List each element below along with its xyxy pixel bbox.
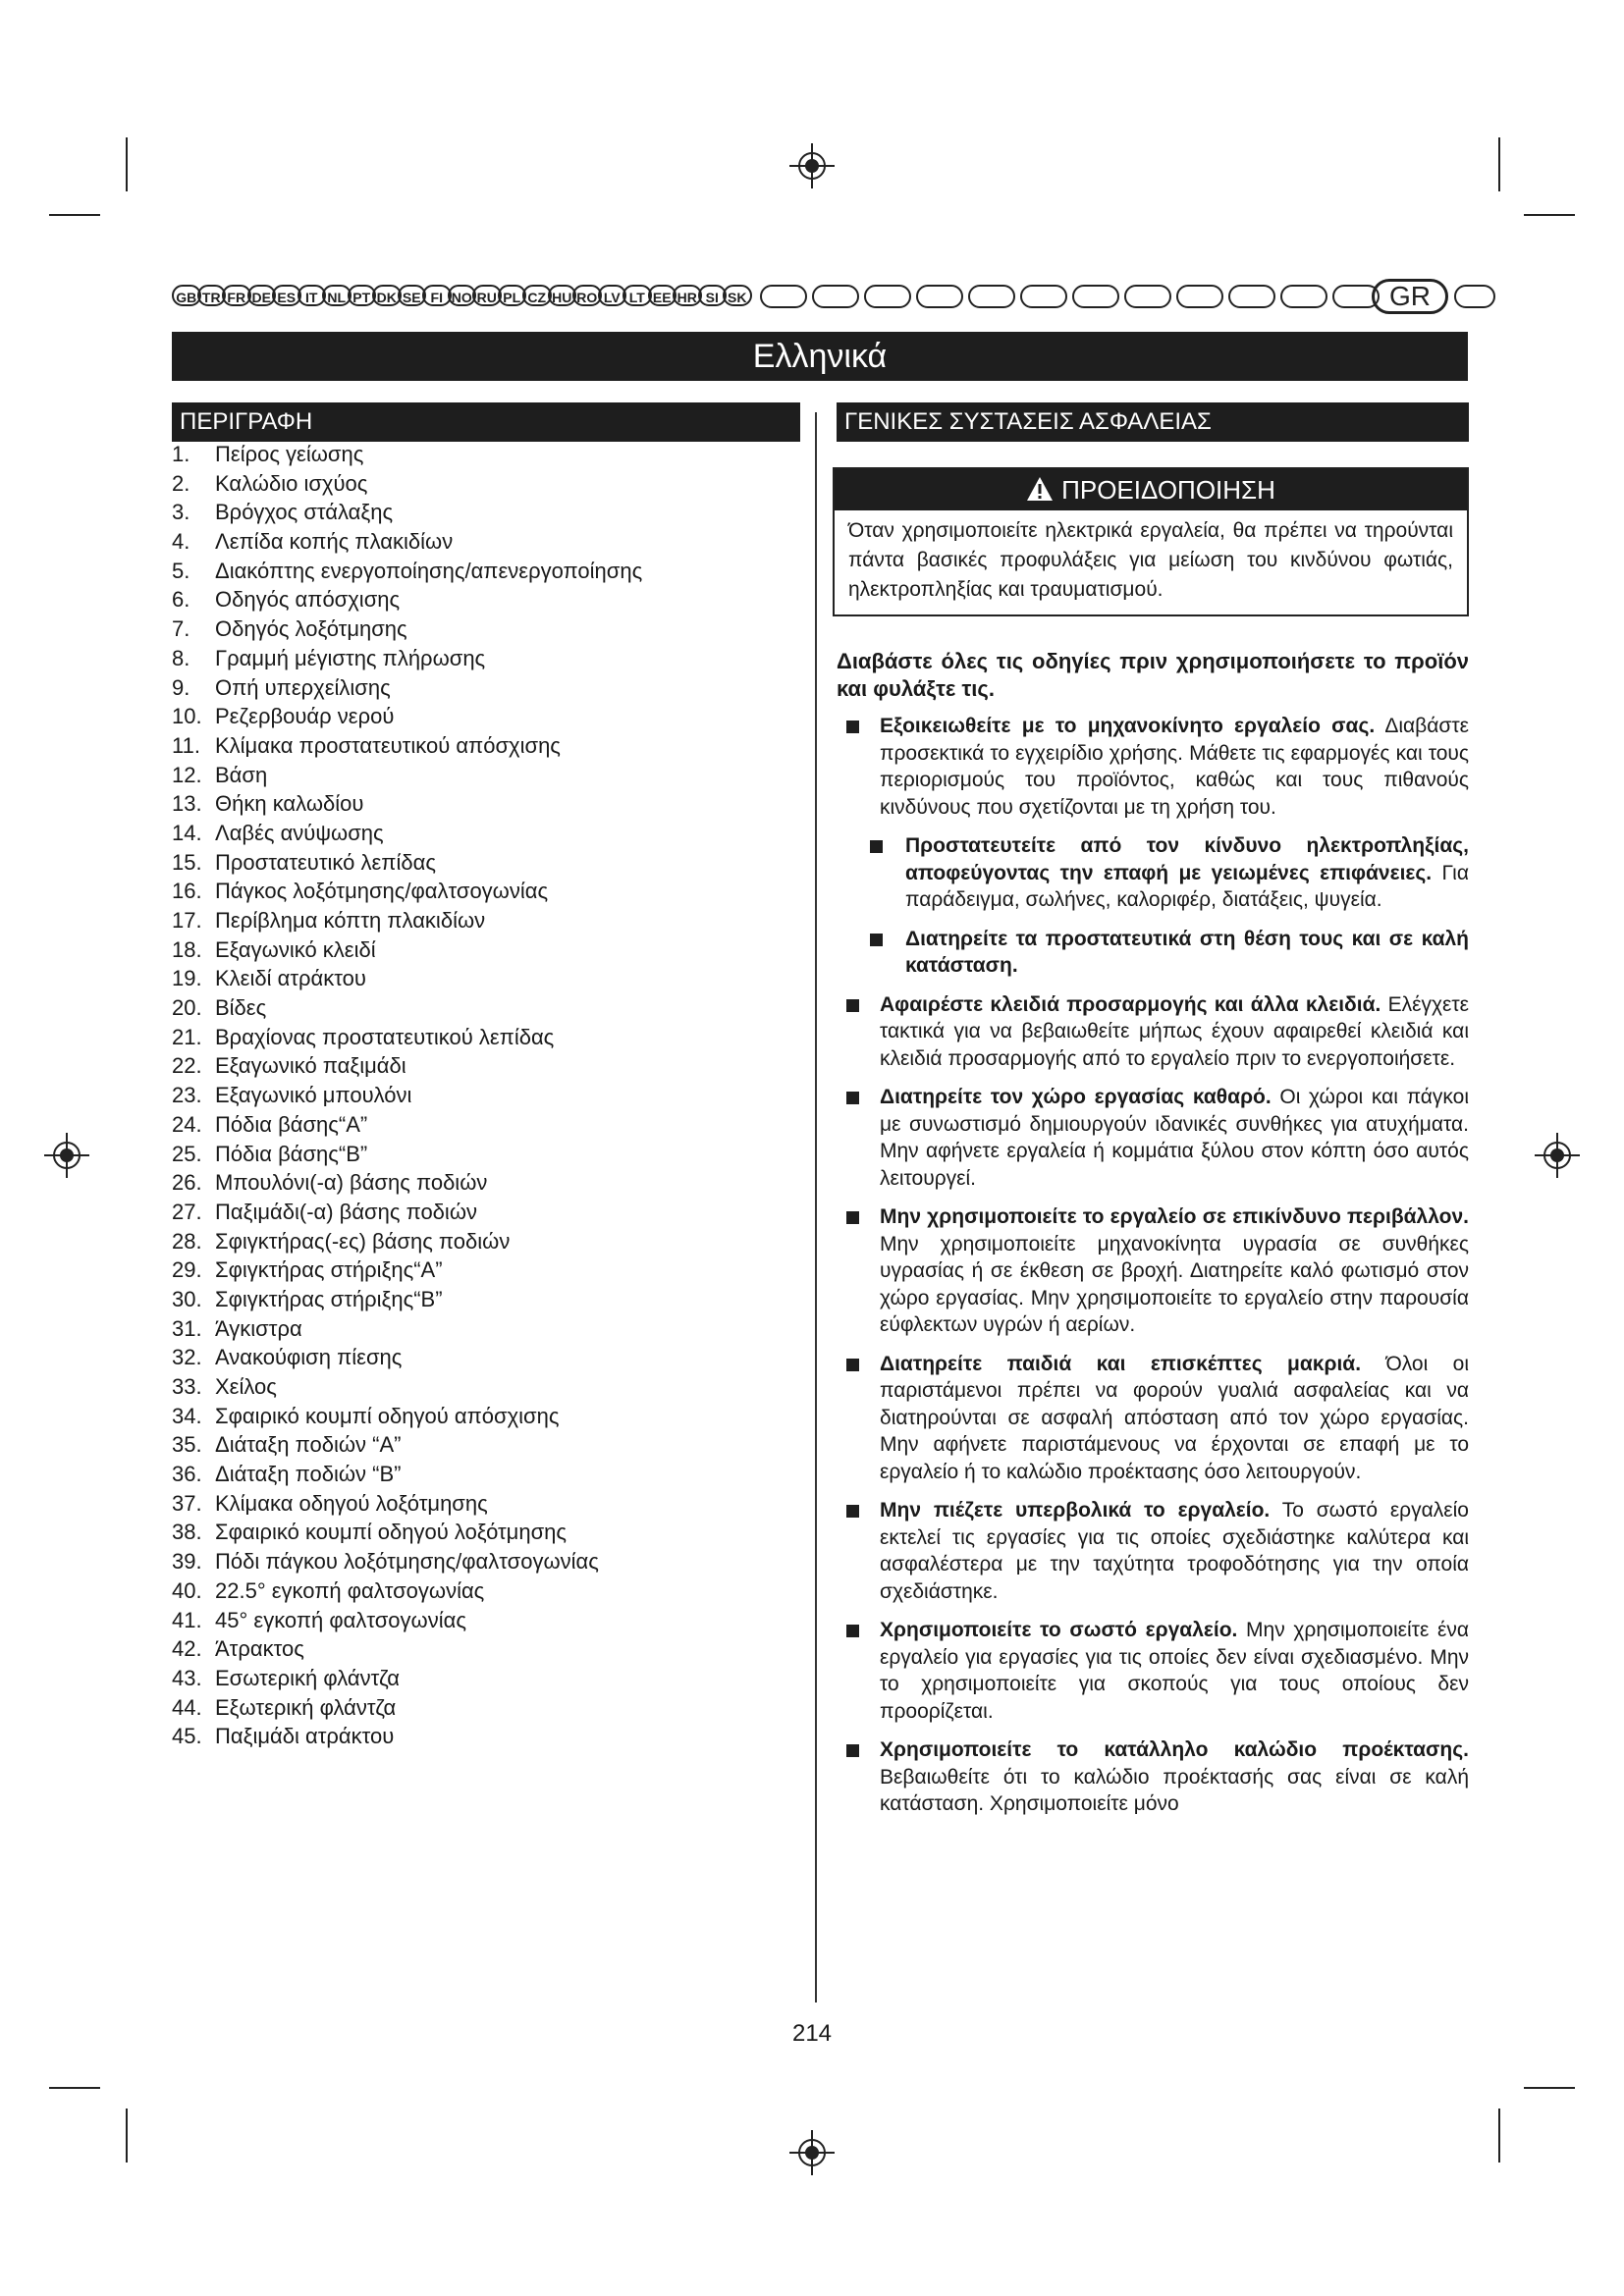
square-bullet-icon: [846, 1359, 859, 1371]
part-number: 40.: [172, 1577, 202, 1603]
part-item: [172, 1693, 800, 1723]
part-number: 44.: [172, 1694, 202, 1720]
part-item: [172, 1460, 800, 1489]
rule-title: Αφαιρέστε κλειδιά προσαρμογής και άλλα κλειδιά.: [880, 992, 1381, 1016]
language-code-fr: FR: [222, 285, 251, 306]
part-number: 4.: [172, 529, 190, 555]
language-code-lv: LV: [598, 285, 627, 306]
part-item: [172, 1547, 800, 1576]
part-item: [172, 1168, 800, 1198]
warning-box: [833, 467, 1469, 616]
part-number: 31.: [172, 1315, 202, 1341]
part-item: [172, 1518, 800, 1547]
part-label: Σφιγκτήρας(-ες) βάσης ποδιών: [215, 1228, 511, 1254]
part-item: [172, 557, 800, 586]
part-label: Διάταξη ποδιών “B”: [215, 1462, 402, 1487]
part-number: 16.: [172, 879, 202, 904]
safety-rule: [837, 1736, 1469, 1818]
part-label: Βάση: [215, 762, 268, 787]
part-label: Προστατευτικό λεπίδας: [215, 849, 436, 875]
language-code-dk: DK: [372, 285, 402, 306]
part-number: 1.: [172, 442, 190, 466]
square-bullet-icon: [870, 840, 883, 853]
part-number: 26.: [172, 1170, 202, 1196]
part-label: Κλίμακα οδηγού λοξότμησης: [215, 1490, 488, 1516]
part-item: [172, 993, 800, 1023]
language-code-ru: RU: [472, 285, 502, 306]
part-item: [172, 644, 800, 673]
parts-list: [172, 440, 800, 1751]
part-number: 2.: [172, 470, 190, 496]
square-bullet-icon: [846, 1092, 859, 1104]
language-code-se: SE: [398, 285, 427, 306]
part-label: Λαβές ανύψωσης: [215, 820, 384, 845]
part-label: Χείλος: [215, 1374, 277, 1399]
part-item: [172, 848, 800, 878]
part-number: 28.: [172, 1228, 202, 1254]
part-label: Θήκη καλωδίου: [215, 791, 364, 817]
crop-mark-top-right-h: [1524, 214, 1575, 216]
part-label: Σφιγκτήρας στήριξης“A”: [215, 1257, 443, 1283]
rule-text: Το σωστό εργαλείο εκτελεί τις εργασίες για τις οποίες σχεδιάστηκε καλύτερα και ασφαλέστερα με την ταχύτητα τροφοδότησης για την οποία σχεδιάστηκε.: [880, 1499, 1469, 1603]
part-number: 34.: [172, 1403, 202, 1428]
square-bullet-icon: [846, 1505, 859, 1518]
part-label: Πάγκος λοξότμησης/φαλτσογωνίας: [215, 879, 549, 904]
part-number: 14.: [172, 820, 202, 845]
language-code-ro: RO: [572, 285, 602, 306]
part-label: Βίδες: [215, 995, 267, 1021]
language-code-es: ES: [272, 285, 301, 306]
part-number: 9.: [172, 674, 190, 700]
safety-rule: [837, 1351, 1469, 1486]
part-number: 32.: [172, 1345, 202, 1370]
rule-text: Για παράδειγμα, σωλήνες, καλοριφέρ, διατάξεις, ψυγεία.: [905, 861, 1469, 911]
part-item: [172, 1198, 800, 1227]
part-item: [172, 789, 800, 819]
crop-mark-bottom-right: [1498, 2109, 1500, 2163]
part-item: [172, 527, 800, 557]
safety-rule: [837, 832, 1469, 914]
rule-text: Βεβαιωθείτε ότι το καλώδιο προέκτασής σας είναι σε καλή κατάσταση. Χρησιμοποιείτε μόνο: [880, 1765, 1469, 1815]
part-item: [172, 761, 800, 790]
part-number: 42.: [172, 1636, 202, 1662]
part-item: [172, 1255, 800, 1285]
language-code-sk: SK: [723, 285, 752, 306]
part-label: Σφιγκτήρας στήριξης“B”: [215, 1286, 443, 1311]
part-item: [172, 1664, 800, 1693]
part-label: Εξαγωνικό μπουλόνι: [215, 1083, 412, 1108]
rule-title: Προστατευτείτε από τον κίνδυνο ηλεκτροπληξίας, αποφεύγοντας την επαφή με γειωμένες επιφάνειες.: [905, 834, 1469, 884]
part-number: 8.: [172, 645, 190, 670]
part-item: [172, 1081, 800, 1110]
language-placeholder-oval: [916, 285, 963, 308]
part-label: Παξιμάδι(-α) βάσης ποδιών: [215, 1199, 477, 1224]
part-number: 41.: [172, 1607, 202, 1632]
description-heading: ΠΕΡΙΓΡΑΦΗ: [172, 402, 800, 442]
language-code-gb: GB: [172, 285, 201, 306]
part-number: 30.: [172, 1286, 202, 1311]
part-number: 38.: [172, 1520, 202, 1545]
rule-title: Μην πιέζετε υπερβολικά το εργαλείο.: [880, 1499, 1271, 1522]
language-bar: [172, 279, 1468, 312]
rule-title: Διατηρείτε παιδιά και επισκέπτες μακριά.: [880, 1352, 1362, 1375]
part-item: [172, 1110, 800, 1140]
language-code-it: IT: [298, 285, 327, 306]
language-placeholder-oval: [1072, 285, 1119, 308]
part-label: Πείρος γείωσης: [215, 442, 364, 466]
crop-mark-top-left: [126, 137, 128, 191]
safety-heading: ΓΕΝΙΚΕΣ ΣΥΣΤΑΣΕΙΣ ΑΣΦΑΛΕΙΑΣ: [837, 402, 1469, 442]
part-number: 33.: [172, 1374, 202, 1399]
square-bullet-icon: [846, 1625, 859, 1637]
part-item: [172, 935, 800, 965]
part-number: 29.: [172, 1257, 202, 1283]
safety-rule: [837, 1084, 1469, 1192]
part-item: [172, 673, 800, 703]
language-placeholder-oval: [1176, 285, 1223, 308]
language-placeholder-oval: [1124, 285, 1171, 308]
rule-title: Χρησιμοποιείτε το σωστό εργαλείο.: [880, 1619, 1238, 1641]
part-number: 25.: [172, 1141, 202, 1166]
part-number: 23.: [172, 1083, 202, 1108]
crop-mark-bottom-left: [126, 2109, 128, 2163]
language-placeholder-oval: [1280, 285, 1327, 308]
part-item: [172, 1051, 800, 1081]
part-label: Διάταξη ποδιών “A”: [215, 1432, 402, 1458]
safety-rule: [837, 1617, 1469, 1725]
language-code-de: DE: [247, 285, 277, 306]
part-item: [172, 1285, 800, 1314]
language-code-hr: HR: [673, 285, 702, 306]
part-number: 15.: [172, 849, 202, 875]
part-number: 39.: [172, 1549, 202, 1575]
rule-text: Μην χρησιμοποιείτε ένα εργαλείο για εργασίες για τις οποίες δεν είναι σχεδιασμένο. Μην το χρησιμοποιείτε για σκοπούς για τους οποίους δεν προορίζεται.: [880, 1619, 1469, 1723]
part-label: Εξωτερική φλάντζα: [215, 1694, 397, 1720]
crop-mark-top-right: [1498, 137, 1500, 191]
part-item: [172, 614, 800, 644]
part-label: Οπή υπερχείλισης: [215, 674, 391, 700]
rule-title: Μην χρησιμοποιείτε το εργαλείο σε επικίνδυνο περιβάλλον.: [880, 1205, 1469, 1228]
warning-text: Όταν χρησιμοποιείτε ηλεκτρικά εργαλεία, θα πρέπει να τηρούνται πάντα βασικές προφυλάξεις για μείωση του κινδύνου φωτιάς, ηλεκτροπληξίας και τραυματισμού.: [848, 519, 1453, 601]
part-label: Σφαιρικό κουμπί οδηγού απόσχισης: [215, 1403, 560, 1428]
part-number: 17.: [172, 908, 202, 933]
part-item: [172, 1140, 800, 1169]
safety-rule: [837, 1203, 1469, 1339]
rule-title: Διατηρείτε τον χώρο εργασίας καθαρό.: [880, 1086, 1272, 1108]
part-label: Πόδι πάγκου λοξότμησης/φαλτσογωνίας: [215, 1549, 599, 1575]
part-item: [172, 731, 800, 761]
language-code-pt: PT: [348, 285, 377, 306]
active-language-badge: GR: [1372, 279, 1448, 314]
part-label: Πόδια βάσης“B”: [215, 1141, 368, 1166]
part-label: Πόδια βάσης“A”: [215, 1111, 368, 1137]
part-label: Ρεζερβουάρ νερού: [215, 704, 395, 729]
part-number: 22.: [172, 1053, 202, 1079]
language-code-tr: TR: [197, 285, 227, 306]
part-label: Καλώδιο ισχύος: [215, 470, 368, 496]
rule-text: Οι χώροι και πάγκοι με συνωστισμό δημιουργούν ιδανικές συνθήκες για ατυχήματα. Μην αφήνετε εργαλεία ή κομμάτια ξύλου στον κόπτη όσο αυτός λειτουργεί.: [880, 1086, 1469, 1190]
square-bullet-icon: [846, 1211, 859, 1224]
part-number: 5.: [172, 558, 190, 583]
part-label: Εξαγωνικό παξιμάδι: [215, 1053, 406, 1079]
part-label: Άτρακτος: [215, 1636, 304, 1662]
part-item: [172, 1634, 800, 1664]
page-number: 214: [791, 2020, 833, 2047]
part-number: 12.: [172, 762, 202, 787]
part-number: 6.: [172, 587, 190, 613]
language-placeholder-oval: [968, 285, 1015, 308]
safety-rules: [837, 713, 1469, 1830]
square-bullet-icon: [846, 1744, 859, 1757]
part-number: 43.: [172, 1665, 202, 1690]
language-code-ee: EE: [648, 285, 677, 306]
part-label: Περίβλημα κόπτη πλακιδίων: [215, 908, 486, 933]
part-item: [172, 877, 800, 906]
part-item: [172, 1372, 800, 1402]
part-label: Βρόγχος στάλαξης: [215, 500, 394, 525]
rule-title: Διατηρείτε τα προστατευτικά στη θέση τους και σε καλή κατάσταση.: [905, 927, 1469, 977]
square-bullet-icon: [846, 999, 859, 1012]
part-item: [172, 1402, 800, 1431]
rule-text: Διαβάστε προσεκτικά το εγχειρίδιο χρήσης. Μάθετε τις εφαρμογές και τους περιορισμούς του προϊόντος, καθώς και τους πιθανούς κινδύνους που σχετίζονται με τη χρήση του.: [880, 715, 1469, 819]
rule-text: Μην χρησιμοποιείτε μηχανοκίνητα υγρασία σε συνθήκες υγρασίας ή σε έκθεση σε βροχή. Διατηρείτε καλό φωτισμό στον χώρο εργασίας. Μην χρησιμοποιείτε το εργαλείο στην παρουσία εύφλεκτων υγρών ή αερίων.: [880, 1232, 1469, 1336]
part-item: [172, 1430, 800, 1460]
part-item: [172, 1314, 800, 1344]
part-label: 22.5° εγκοπή φαλτσογωνίας: [215, 1577, 485, 1603]
part-number: 45.: [172, 1724, 202, 1749]
safety-rule: [837, 1497, 1469, 1605]
part-item: [172, 1343, 800, 1372]
language-placeholder-oval: [812, 285, 859, 308]
crop-mark-bottom-right-h: [1524, 2087, 1575, 2089]
part-label: Λεπίδα κοπής πλακιδίων: [215, 529, 454, 555]
rule-text: Ελέγχετε τακτικά για να βεβαιωθείτε μήπως έχουν αφαιρεθεί κλειδιά και κλειδιά προσαρμογής από το εργαλείο πριν το ενεργοποιήσετε.: [880, 992, 1469, 1070]
part-number: 36.: [172, 1462, 202, 1487]
square-bullet-icon: [846, 721, 859, 733]
part-number: 27.: [172, 1199, 202, 1224]
part-number: 37.: [172, 1490, 202, 1516]
part-label: Διακόπτης ενεργοποίησης/απενεργοποίησης: [215, 558, 643, 583]
part-item: [172, 702, 800, 731]
page-title: Ελληνικά: [172, 332, 1468, 381]
language-placeholder-oval: [1020, 285, 1067, 308]
language-code-cz: CZ: [522, 285, 552, 306]
language-code-si: SI: [698, 285, 728, 306]
language-code-nl: NL: [322, 285, 352, 306]
part-number: 20.: [172, 995, 202, 1021]
part-label: Μπουλόνι(-α) βάσης ποδιών: [215, 1170, 488, 1196]
part-label: Άγκιστρα: [215, 1315, 302, 1341]
warning-triangle-icon: [1026, 476, 1054, 502]
crop-mark-bottom-left-h: [49, 2087, 100, 2089]
part-number: 18.: [172, 936, 202, 962]
safety-rule: [837, 713, 1469, 821]
part-item: [172, 1023, 800, 1052]
rule-title: Εξοικειωθείτε με το μηχανοκίνητο εργαλείο σας.: [880, 715, 1376, 737]
language-code-no: NO: [448, 285, 477, 306]
part-number: 13.: [172, 791, 202, 817]
part-number: 19.: [172, 966, 202, 991]
part-item: [172, 1227, 800, 1256]
language-placeholder-oval: [864, 285, 911, 308]
part-item: [172, 498, 800, 527]
part-item: [172, 964, 800, 993]
language-code-pl: PL: [498, 285, 527, 306]
registration-mark-left: [44, 1133, 89, 1178]
language-placeholder-oval: [1454, 285, 1495, 308]
part-item: [172, 469, 800, 499]
part-label: Κλειδί ατράκτου: [215, 966, 366, 991]
column-divider: [815, 412, 817, 2002]
part-label: Εσωτερική φλάντζα: [215, 1665, 400, 1690]
part-label: Οδηγός απόσχισης: [215, 587, 401, 613]
part-item: [172, 906, 800, 935]
language-code-fi: FI: [422, 285, 452, 306]
rule-title: Χρησιμοποιείτε το κατάλληλο καλώδιο προέκτασης.: [880, 1738, 1469, 1761]
registration-mark-top: [789, 143, 835, 188]
language-placeholder-oval: [760, 285, 807, 308]
part-label: Γραμμή μέγιστης πλήρωσης: [215, 645, 486, 670]
part-label: 45° εγκοπή φαλτσογωνίας: [215, 1607, 466, 1632]
registration-mark-right: [1535, 1133, 1580, 1178]
part-label: Ανακούφιση πίεσης: [215, 1345, 403, 1370]
part-label: Παξιμάδι ατράκτου: [215, 1724, 395, 1749]
language-code-lt: LT: [623, 285, 652, 306]
warning-title-text: ΠΡΟΕΙΔΟΠΟΙΗΣΗ: [1061, 475, 1275, 505]
part-number: 3.: [172, 500, 190, 525]
part-number: 7.: [172, 616, 190, 642]
intro-text: Διαβάστε όλες τις οδηγίες πριν χρησιμοποιήσετε το προϊόν και φυλάξτε τις.: [837, 649, 1469, 701]
registration-mark-bottom: [789, 2130, 835, 2175]
part-label: Εξαγωνικό κλειδί: [215, 936, 376, 962]
part-item: [172, 1722, 800, 1751]
square-bullet-icon: [870, 934, 883, 946]
part-item: [172, 1576, 800, 1606]
part-item: [172, 819, 800, 848]
language-placeholder-oval: [1228, 285, 1275, 308]
safety-rule: [837, 991, 1469, 1073]
language-code-hu: HU: [548, 285, 577, 306]
rule-text: Όλοι οι παριστάμενοι πρέπει να φορούν γυαλιά ασφαλείας και να διατηρούνται σε ασφαλή απόσταση από τον χώρο εργασίας. Μην αφήνετε παριστάμενους να έρχονται σε επαφή με το εργαλείο ή το καλώδιο προέκτασης όσο λειτουργούν.: [880, 1352, 1469, 1483]
part-item: [172, 1489, 800, 1519]
part-item: [172, 585, 800, 614]
part-label: Κλίμακα προστατευτικού απόσχισης: [215, 732, 561, 758]
warning-title: [835, 469, 1467, 510]
part-number: 24.: [172, 1111, 202, 1137]
part-number: 11.: [172, 732, 200, 758]
part-number: 10.: [172, 704, 202, 729]
part-item: [172, 440, 800, 469]
part-item: [172, 1606, 800, 1635]
part-number: 21.: [172, 1024, 202, 1049]
part-label: Σφαιρικό κουμπί οδηγού λοξότμησης: [215, 1520, 568, 1545]
part-label: Βραχίονας προστατευτικού λεπίδας: [215, 1024, 555, 1049]
part-label: Οδηγός λοξότμησης: [215, 616, 407, 642]
crop-mark-top-left-h: [49, 214, 100, 216]
safety-rule: [837, 926, 1469, 980]
part-number: 35.: [172, 1432, 202, 1458]
